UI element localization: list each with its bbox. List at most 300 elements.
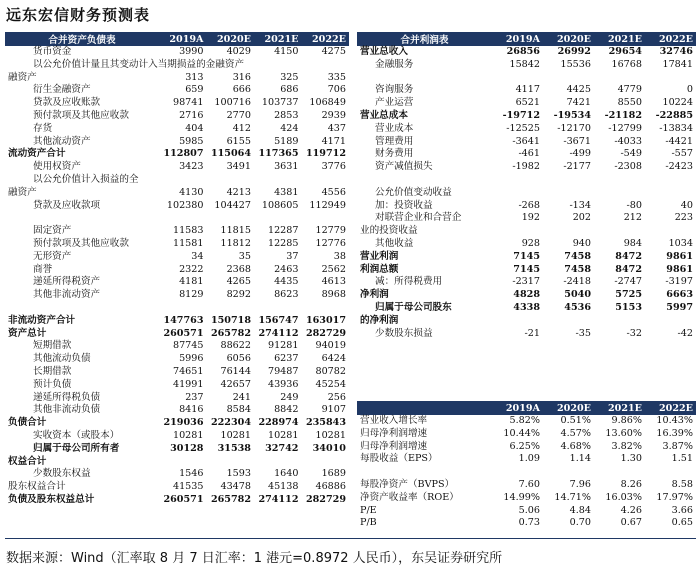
- balance-row-value: 2322: [179, 263, 204, 275]
- balance-row-value: 241: [232, 391, 251, 403]
- balance-row-label: 融资产: [8, 186, 37, 198]
- ratios-row-label: [357, 466, 492, 479]
- income-row: [357, 264, 696, 277]
- income-row-value: -32: [626, 327, 642, 339]
- ratios-row-value: 3.82%: [611, 440, 642, 452]
- balance-row-value: 12776: [315, 237, 346, 249]
- ratios-header-2019A: 2019A: [492, 401, 543, 415]
- balance-row-value: 42657: [220, 378, 251, 390]
- ratios-row-value: 4.68%: [560, 440, 591, 452]
- balance-row-value: [159, 302, 207, 315]
- balance-row: [5, 494, 349, 507]
- balance-row-value: 147763: [163, 314, 204, 326]
- balance-row-value: 260571: [163, 493, 204, 505]
- balance-row-value: 4181: [179, 276, 204, 288]
- income-row-label: 业的投资收益: [360, 225, 418, 237]
- income-row-value: [543, 174, 594, 187]
- balance-row-value: 45254: [315, 378, 346, 390]
- ratios-row-label: 每股收益（EPS）: [360, 453, 438, 465]
- income-row-value: -549: [620, 148, 642, 160]
- balance-row-value: 4275: [321, 46, 346, 57]
- income-row-value: 7145: [513, 250, 540, 262]
- balance-row-value: 235843: [305, 417, 346, 429]
- income-row: [357, 276, 696, 289]
- income-row-value: -1982: [512, 161, 540, 173]
- balance-header-2022E: 2022E: [302, 32, 350, 46]
- income-row: [357, 72, 696, 85]
- ratios-row-label: P/E: [360, 504, 377, 516]
- balance-row-value: 10281: [267, 429, 299, 441]
- balance-row-label: 负债及股东权益总计: [8, 493, 95, 505]
- income-row-value: [594, 72, 645, 85]
- ratios-row-value: 16.03%: [605, 491, 642, 503]
- income-row-value: -499: [569, 148, 591, 160]
- balance-row: [5, 110, 349, 123]
- balance-row-value: 274112: [258, 493, 299, 505]
- balance-row-label: 以公允价值计入损益的全: [33, 173, 139, 185]
- income-row: [357, 200, 696, 213]
- balance-row-value: 106849: [309, 97, 346, 109]
- balance-row-value: 45138: [267, 481, 299, 493]
- income-row-label: 减：所得税费用: [375, 276, 443, 288]
- income-row: [357, 97, 696, 110]
- balance-row-value: 108605: [261, 199, 299, 211]
- balance-row-value: 228974: [258, 417, 299, 429]
- ratios-row-label: P/B: [360, 517, 377, 529]
- income-header-2022E: 2022E: [645, 32, 696, 46]
- balance-row-value: 12779: [315, 225, 346, 237]
- income-row-value: 15842: [509, 58, 540, 70]
- balance-row-value: 2716: [179, 109, 204, 121]
- balance-row-value: 424: [280, 122, 299, 134]
- balance-row-value: 8584: [226, 404, 251, 416]
- balance-row-label: 少数股东权益: [33, 468, 91, 480]
- income-row-value: [543, 72, 594, 85]
- balance-row-value: 222304: [210, 417, 251, 429]
- income-row-value: 7458: [564, 263, 591, 275]
- income-row-label: 资产减值损失: [375, 161, 433, 173]
- balance-row-value: 117365: [258, 148, 299, 160]
- balance-row-value: 249: [280, 391, 299, 403]
- balance-row-label: 其他流动资产: [33, 135, 91, 147]
- ratios-row-value: 13.60%: [605, 427, 642, 439]
- balance-row: [5, 289, 349, 302]
- balance-row-value: [159, 212, 207, 225]
- balance-row-value: [207, 302, 255, 315]
- ratios-row: [357, 453, 696, 466]
- income-row-value: -19712: [502, 109, 540, 121]
- balance-row: [5, 353, 349, 366]
- income-row-value: 9861: [666, 250, 693, 262]
- balance-row-value: 659: [185, 84, 204, 96]
- income-row-value: -3641: [512, 135, 540, 147]
- income-row-label: [357, 72, 492, 85]
- balance-row-value: 2562: [321, 263, 346, 275]
- income-row-value: 8472: [615, 250, 642, 262]
- balance-row-value: 256: [327, 391, 346, 403]
- balance-row-value: 282729: [305, 493, 346, 505]
- balance-row-value: 10281: [220, 429, 251, 441]
- income-row-value: [645, 187, 696, 200]
- balance-row-label: 预付款项及其他应收款: [33, 109, 129, 121]
- income-row: [357, 289, 696, 302]
- income-row-value: 7458: [564, 250, 591, 262]
- balance-row-value: 8968: [321, 289, 346, 301]
- balance-row: [5, 456, 349, 469]
- balance-row: [5, 238, 349, 251]
- balance-row-value: 686: [280, 84, 299, 96]
- balance-row-value: 104427: [214, 199, 251, 211]
- ratios-header-2021E: 2021E: [594, 401, 645, 415]
- income-row-value: -21: [524, 327, 540, 339]
- ratios-row-value: 14.99%: [503, 491, 540, 503]
- ratios-row: [357, 428, 696, 441]
- ratios-row-value: 14.71%: [554, 491, 591, 503]
- income-row-value: 9861: [666, 263, 693, 275]
- balance-row: [5, 264, 349, 277]
- balance-row-value: 3491: [226, 161, 251, 173]
- balance-row-value: 404: [185, 122, 204, 134]
- balance-row-value: 237: [185, 391, 204, 403]
- balance-row: [5, 225, 349, 238]
- ratios-row-value: 4.57%: [560, 427, 591, 439]
- income-row-value: -35: [575, 327, 591, 339]
- balance-row-label: 货币资金: [33, 46, 72, 57]
- balance-row-value: 666: [232, 84, 251, 96]
- ratios-row-value: [594, 466, 645, 479]
- balance-row-label: [5, 212, 159, 225]
- balance-row-label: 其他非流动负债: [33, 404, 101, 416]
- balance-row-label: 其他非流动资产: [33, 289, 101, 301]
- balance-row: [5, 97, 349, 110]
- income-row: [357, 238, 696, 251]
- balance-row-value: 5189: [274, 135, 299, 147]
- balance-row-value: 74651: [172, 365, 204, 377]
- balance-row-value: 46886: [315, 481, 346, 493]
- ratios-row-value: [492, 466, 543, 479]
- income-row-value: [492, 174, 543, 187]
- balance-row-value: 2939: [321, 109, 346, 121]
- income-row: [357, 84, 696, 97]
- balance-row-value: 156747: [258, 314, 299, 326]
- ratios-row-value: 4.84: [569, 504, 591, 516]
- balance-row: [5, 46, 349, 59]
- income-row: [357, 148, 696, 161]
- ratios-row: [357, 517, 696, 530]
- balance-row-value: [302, 456, 350, 469]
- income-row-value: -2423: [665, 161, 693, 173]
- balance-row-value: [302, 174, 350, 187]
- income-row-value: [594, 187, 645, 200]
- balance-row-value: 43478: [220, 481, 251, 493]
- income-row: [357, 174, 696, 187]
- income-row: [357, 315, 696, 328]
- balance-row-value: 41535: [172, 481, 204, 493]
- balance-row: [5, 481, 349, 494]
- income-row-value: 940: [572, 237, 591, 249]
- income-row-value: -21182: [604, 109, 642, 121]
- income-row: [357, 302, 696, 315]
- income-row: [357, 212, 696, 225]
- income-row: [357, 328, 696, 341]
- ratios-header-2020E: 2020E: [543, 401, 594, 415]
- ratios-row-value: 9.86%: [611, 415, 642, 426]
- balance-row: [5, 392, 349, 405]
- balance-row-value: 1689: [321, 468, 346, 480]
- balance-row: [5, 404, 349, 417]
- balance-row-label: 固定资产: [33, 225, 72, 237]
- balance-row-value: 265782: [210, 327, 251, 339]
- balance-row-value: 5985: [179, 135, 204, 147]
- ratios-row-value: 4.26: [620, 504, 642, 516]
- balance-row-value: 4381: [274, 186, 299, 198]
- income-row-value: 7421: [566, 97, 591, 109]
- income-row-label: 其他收益: [375, 237, 414, 249]
- ratios-row-value: 10.44%: [503, 427, 540, 439]
- balance-row-value: [159, 174, 207, 187]
- page-title: 远东宏信财务预测表: [6, 6, 151, 24]
- balance-row-value: 6056: [226, 353, 251, 365]
- balance-row-value: 32742: [265, 442, 299, 454]
- ratios-header-label: [357, 401, 492, 415]
- ratios-row-value: 1.14: [569, 453, 591, 465]
- balance-row: [5, 468, 349, 481]
- income-row-value: [594, 225, 645, 238]
- ratios-row-value: 7.60: [518, 478, 540, 490]
- income-row-value: 7145: [513, 263, 540, 275]
- income-row-value: 223: [674, 212, 693, 224]
- income-row-value: 202: [572, 212, 591, 224]
- balance-row-value: 6155: [226, 135, 251, 147]
- balance-row-value: 12285: [267, 237, 299, 249]
- balance-row-label: 流动资产合计: [8, 148, 66, 160]
- balance-row-value: [159, 456, 207, 469]
- ratios-row: [357, 415, 696, 428]
- income-row-value: 40: [680, 199, 693, 211]
- balance-row-label: 短期借款: [33, 340, 72, 352]
- balance-row-value: 91281: [267, 340, 299, 352]
- ratios-row-value: 5.06: [518, 504, 540, 516]
- income-row-value: 6663: [666, 289, 693, 301]
- ratios-row-value: 0.67: [620, 517, 642, 529]
- balance-row-label: 归属于母公司所有者: [33, 442, 120, 454]
- balance-row-label: 递延所得税负债: [33, 391, 101, 403]
- balance-row-value: 10281: [172, 429, 204, 441]
- income-row-value: [492, 72, 543, 85]
- balance-row: [5, 161, 349, 174]
- balance-row: [5, 366, 349, 379]
- balance-row-label: 预计负债: [33, 378, 72, 390]
- income-row-value: [594, 174, 645, 187]
- income-row-value: -2177: [563, 161, 591, 173]
- income-row-value: 4828: [513, 289, 540, 301]
- balance-row-label: 股东权益合计: [8, 481, 66, 493]
- balance-row-value: 1640: [274, 468, 299, 480]
- income-row-value: -42: [677, 327, 693, 339]
- income-row-value: 8550: [617, 97, 642, 109]
- balance-row-value: [207, 456, 255, 469]
- balance-row-label: 融资产: [8, 71, 37, 83]
- income-row-value: -2308: [614, 161, 642, 173]
- income-row-value: [645, 72, 696, 85]
- ratios-row-label: 净资产收益率（ROE）: [360, 491, 459, 503]
- income-row-value: 4338: [513, 301, 540, 313]
- income-row-value: 29654: [608, 46, 642, 57]
- income-row-value: 10224: [662, 97, 693, 109]
- balance-row-value: 35: [238, 250, 251, 262]
- ratios-row-value: 16.39%: [656, 427, 693, 439]
- balance-row: [5, 72, 349, 85]
- balance-row-value: [254, 59, 302, 72]
- balance-row-value: 437: [327, 122, 346, 134]
- balance-row: [5, 174, 349, 187]
- income-row: [357, 225, 696, 238]
- income-row-label: 公允价值变动收益: [375, 186, 452, 198]
- balance-row: [5, 443, 349, 456]
- balance-row-value: 265782: [210, 493, 251, 505]
- balance-row-value: 88622: [220, 340, 251, 352]
- balance-row-value: 3423: [179, 161, 204, 173]
- income-row-value: -2317: [512, 276, 540, 288]
- balance-row-value: 112949: [309, 199, 346, 211]
- balance-row: [5, 430, 349, 443]
- income-row-label: 归属于母公司股东: [375, 301, 452, 313]
- balance-row-value: 8292: [226, 289, 251, 301]
- income-row-value: 4117: [515, 84, 540, 96]
- balance-header-row: [5, 32, 349, 46]
- income-row-value: 984: [623, 237, 642, 249]
- ratios-header-2022E: 2022E: [645, 401, 696, 415]
- ratios-row-value: 1.51: [671, 453, 693, 465]
- balance-row-value: 8623: [274, 289, 299, 301]
- balance-row: [5, 148, 349, 161]
- income-row-label: 净利润: [360, 289, 389, 301]
- balance-row-value: 163017: [305, 314, 346, 326]
- ratios-row-value: [645, 466, 696, 479]
- balance-row-value: 706: [327, 84, 346, 96]
- balance-row-value: 6237: [274, 353, 299, 365]
- ratios-row-value: 0.70: [569, 517, 591, 529]
- balance-row-label: 资产总计: [8, 327, 47, 339]
- income-row-value: 5153: [615, 301, 642, 313]
- balance-row-value: 150718: [210, 314, 251, 326]
- income-statement-table: [357, 32, 696, 340]
- balance-row: [5, 340, 349, 353]
- balance-row-value: 2368: [226, 263, 251, 275]
- balance-row-value: 94019: [315, 340, 346, 352]
- ratios-row: [357, 492, 696, 505]
- income-row-value: -268: [518, 199, 540, 211]
- balance-row-label: 商誉: [33, 263, 53, 275]
- balance-row-value: 325: [280, 71, 299, 83]
- income-row-value: -80: [626, 199, 642, 211]
- balance-row-value: 11583: [172, 225, 204, 237]
- balance-row-label: 预付款项及其他应收款: [33, 237, 129, 249]
- balance-row-label: 权益合计: [8, 455, 47, 467]
- income-row-value: -134: [569, 199, 591, 211]
- income-row-value: 16768: [611, 58, 642, 70]
- balance-row-value: [302, 212, 350, 225]
- balance-header-2021E: 2021E: [254, 32, 302, 46]
- balance-row-value: 9107: [321, 404, 346, 416]
- income-row-value: [543, 187, 594, 200]
- balance-row-value: 3990: [179, 46, 204, 57]
- income-row-value: [645, 225, 696, 238]
- balance-row: [5, 84, 349, 97]
- balance-row-value: 43936: [267, 378, 299, 390]
- balance-row-label: 长期借款: [33, 365, 72, 377]
- balance-row-value: 4130: [179, 186, 204, 198]
- balance-row: [5, 417, 349, 430]
- balance-row-value: 313: [185, 71, 204, 83]
- income-row-label: 营业总成本: [360, 109, 408, 121]
- balance-row-value: 8842: [274, 404, 299, 416]
- balance-row-label: 负债合计: [8, 417, 47, 429]
- income-row: [357, 161, 696, 174]
- balance-row-value: 4556: [321, 186, 346, 198]
- ratios-row-label: 营业收入增长率: [360, 415, 428, 426]
- ratios-row-value: 8.58: [671, 478, 693, 490]
- income-row-value: -557: [671, 148, 693, 160]
- key-ratios-table: [357, 401, 696, 530]
- ratios-row-value: 1.09: [518, 453, 540, 465]
- income-row-label: 咨询服务: [375, 84, 414, 96]
- income-row-value: [492, 315, 543, 328]
- balance-row-value: 37: [286, 250, 299, 262]
- balance-row-value: 41991: [172, 378, 204, 390]
- ratios-row: [357, 505, 696, 518]
- income-row-value: 192: [521, 212, 540, 224]
- balance-row-label: [5, 302, 159, 315]
- bottom-divider: [5, 538, 696, 539]
- ratios-row-value: 10.43%: [656, 415, 693, 426]
- income-row-value: 26992: [557, 46, 591, 57]
- income-row-value: -22885: [655, 109, 693, 121]
- income-row-value: -12170: [557, 122, 591, 134]
- balance-row: [5, 59, 349, 72]
- balance-row-value: 76144: [220, 365, 251, 377]
- income-row-value: 5997: [666, 301, 693, 313]
- income-row-value: 5725: [615, 289, 642, 301]
- income-row-value: 17841: [662, 58, 693, 70]
- ratios-row-value: 7.96: [569, 478, 591, 490]
- balance-row-value: 6424: [321, 353, 346, 365]
- ratios-row: [357, 479, 696, 492]
- balance-row-value: 100716: [214, 97, 251, 109]
- income-row-label: 管理费用: [375, 135, 414, 147]
- income-row-label: 财务费用: [375, 148, 414, 160]
- income-row-label: 利润总额: [360, 263, 399, 275]
- balance-row-label: 以公允价值计量且其变动计入当期损益的金融资产: [33, 58, 245, 70]
- balance-row-label: 使用权资产: [33, 161, 81, 173]
- balance-row-value: 282729: [305, 327, 346, 339]
- balance-row-value: 316: [232, 71, 251, 83]
- ratios-row-value: 3.66: [671, 504, 693, 516]
- income-row-label: 少数股东损益: [375, 327, 433, 339]
- ratios-row-value: 0.73: [518, 517, 540, 529]
- balance-row-value: 80782: [315, 365, 346, 377]
- income-row-value: [543, 315, 594, 328]
- income-row-value: [543, 225, 594, 238]
- balance-row-value: 87745: [172, 340, 204, 352]
- balance-row-value: 30128: [170, 442, 204, 454]
- income-row-label: 的净利润: [360, 314, 399, 326]
- balance-row-value: 4613: [321, 276, 346, 288]
- balance-row: [5, 123, 349, 136]
- balance-row-value: [254, 212, 302, 225]
- balance-row-value: 115064: [210, 148, 251, 160]
- income-row-label: 营业利润: [360, 250, 399, 262]
